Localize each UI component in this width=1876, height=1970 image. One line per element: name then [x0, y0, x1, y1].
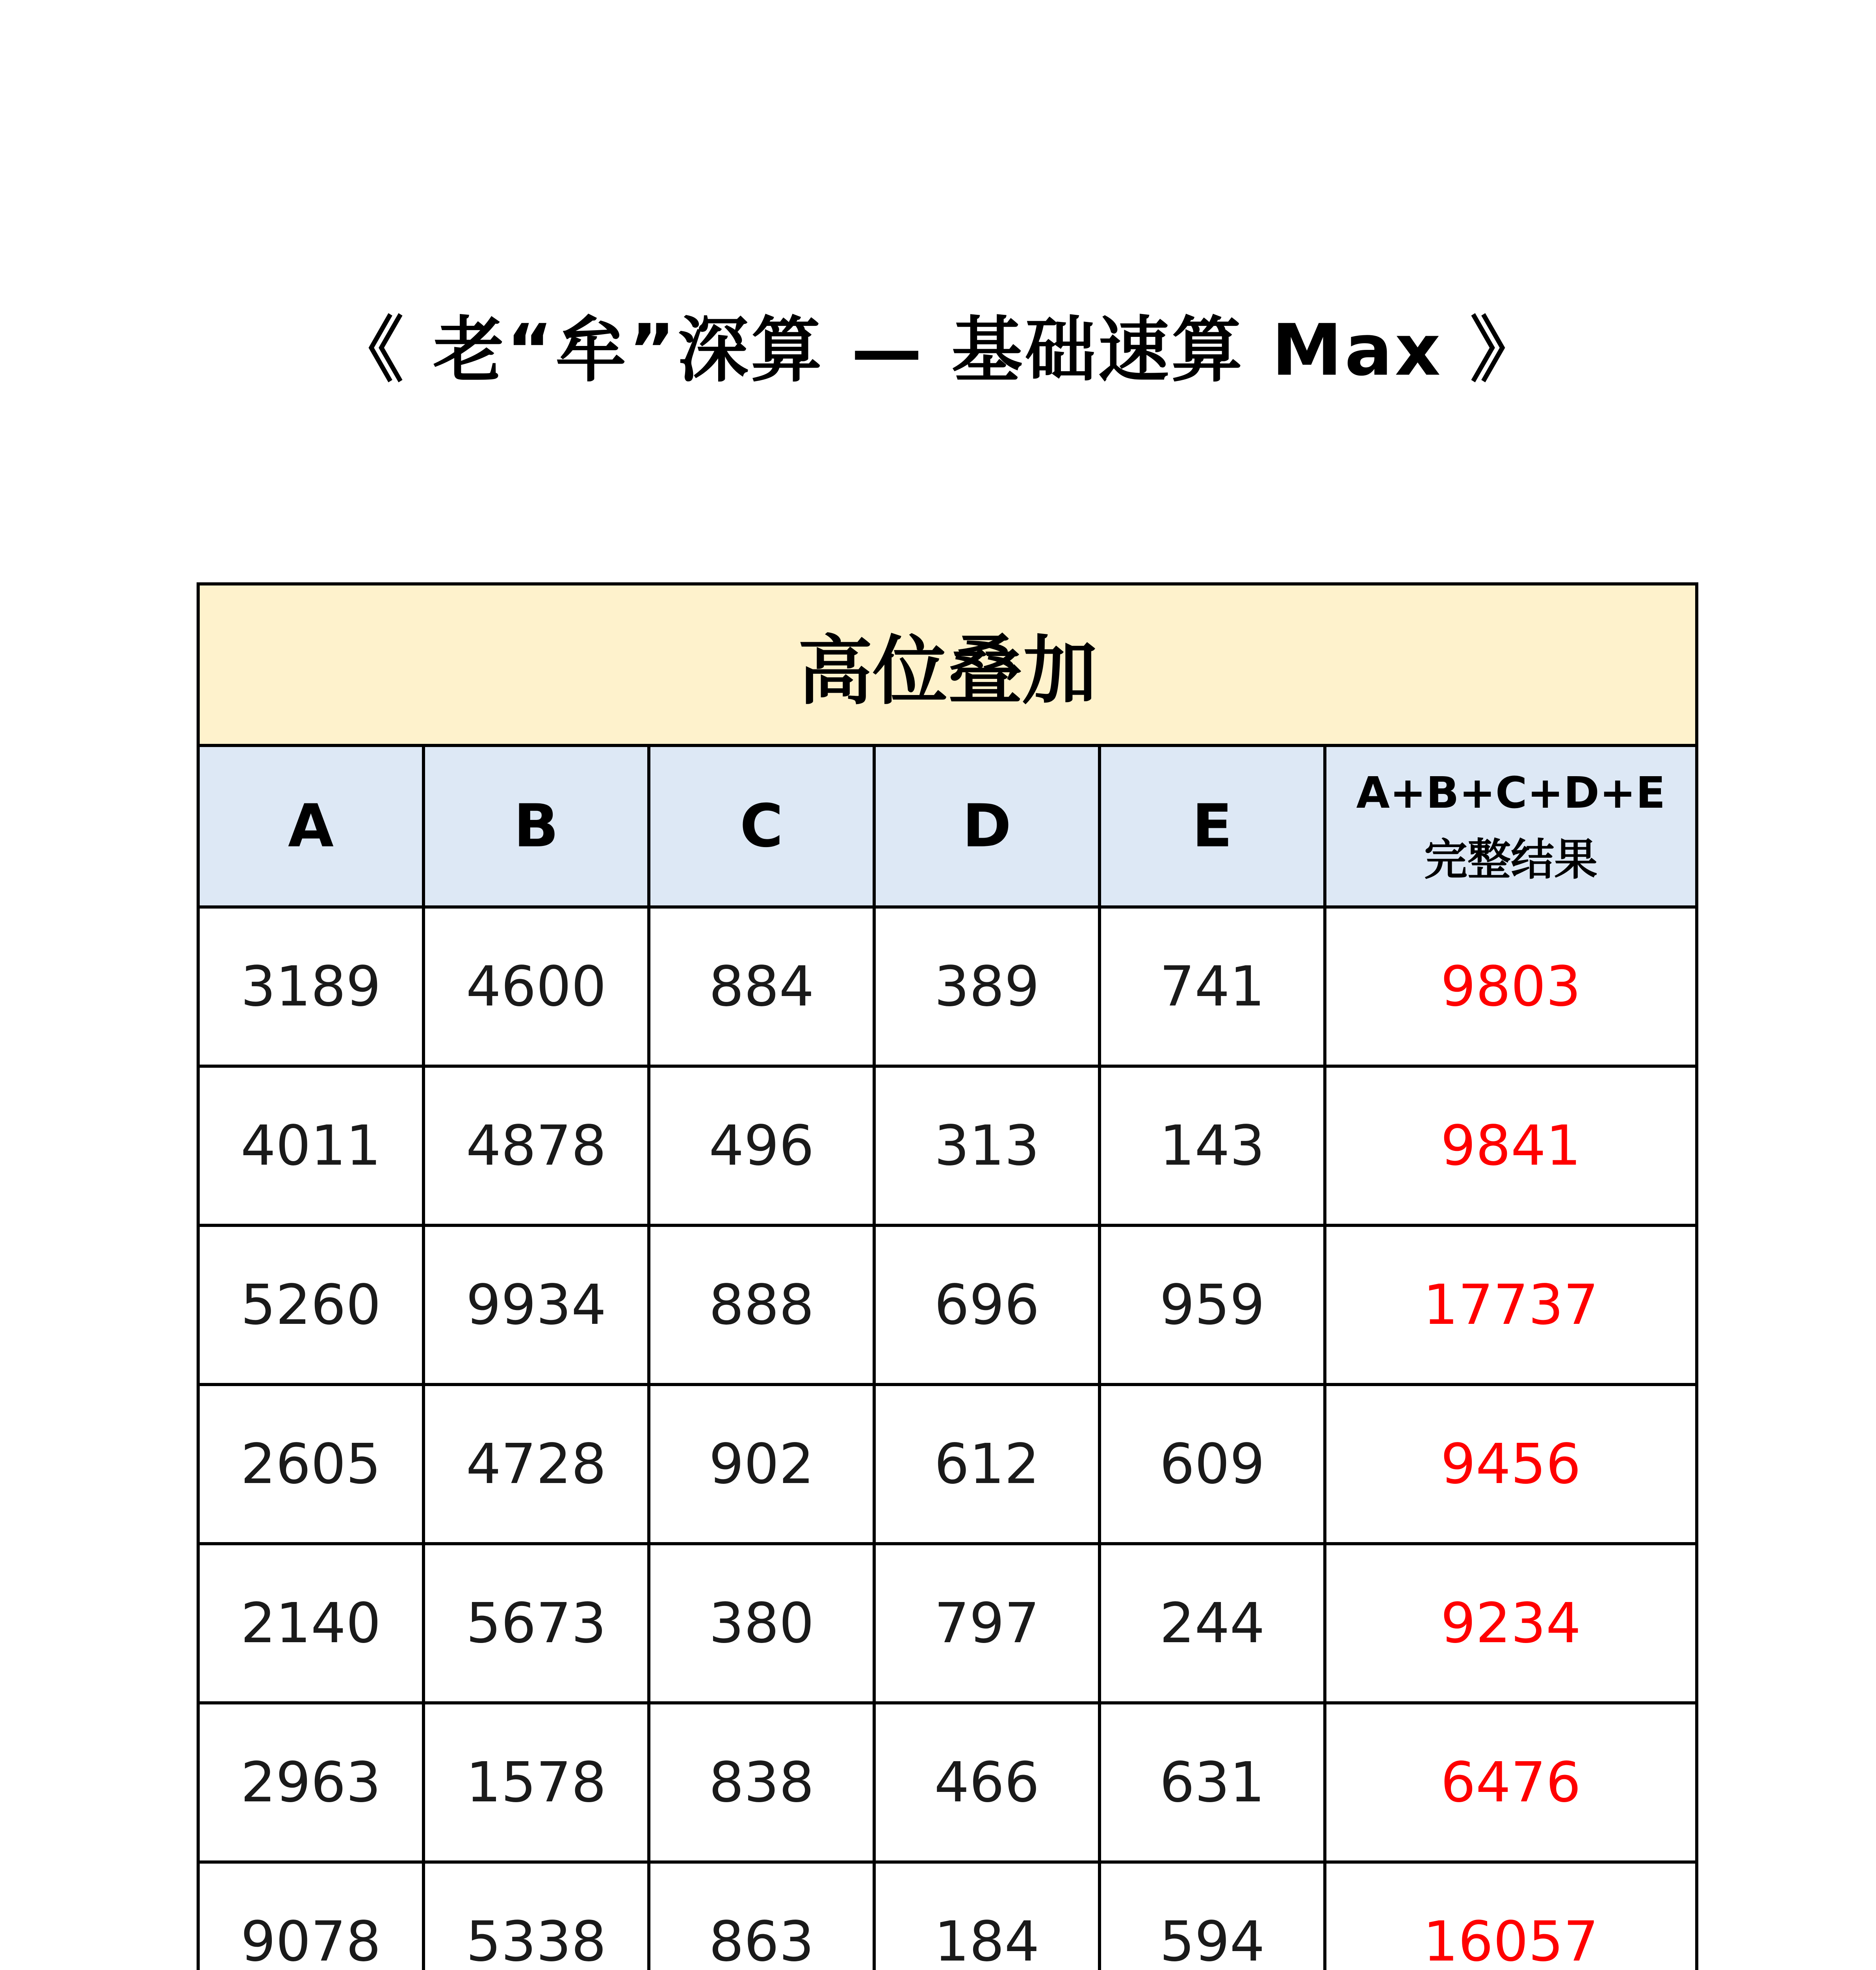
cell-b: 4600 [423, 907, 649, 1066]
cell-d: 184 [874, 1862, 1100, 1970]
cell-result: 16057 [1325, 1862, 1697, 1970]
cell-d: 797 [874, 1544, 1100, 1703]
table-row [198, 1225, 1697, 1385]
column-header-e: E [1100, 745, 1325, 907]
table-row [198, 1862, 1697, 1970]
cell-e: 244 [1100, 1544, 1325, 1703]
cell-c: 863 [649, 1862, 874, 1970]
cell-e: 959 [1100, 1225, 1325, 1385]
column-header-c: C [649, 745, 874, 907]
header-row [198, 745, 1697, 907]
cell-e: 594 [1100, 1862, 1325, 1970]
cell-a: 3189 [198, 907, 423, 1066]
cell-c: 380 [649, 1544, 874, 1703]
cell-a: 2140 [198, 1544, 423, 1703]
cell-b: 5338 [423, 1862, 649, 1970]
cell-b: 9934 [423, 1225, 649, 1385]
cell-result: 6476 [1325, 1703, 1697, 1862]
cell-e: 143 [1100, 1066, 1325, 1225]
addition-table [197, 582, 1698, 1970]
cell-a: 9078 [198, 1862, 423, 1970]
cell-a: 5260 [198, 1225, 423, 1385]
cell-d: 313 [874, 1066, 1100, 1225]
cell-a: 2963 [198, 1703, 423, 1862]
cell-e: 609 [1100, 1385, 1325, 1544]
cell-d: 612 [874, 1385, 1100, 1544]
cell-d: 466 [874, 1703, 1100, 1862]
cell-d: 389 [874, 907, 1100, 1066]
cell-c: 838 [649, 1703, 874, 1862]
table-row [198, 1385, 1697, 1544]
column-header-d: D [874, 745, 1100, 907]
cell-result: 9234 [1325, 1544, 1697, 1703]
cell-result: 9841 [1325, 1066, 1697, 1225]
page-title: 《 老“牟”深算 — 基础速算 Max 》 [332, 309, 1544, 392]
table-row [198, 907, 1697, 1066]
cell-d: 696 [874, 1225, 1100, 1385]
cell-result: 9456 [1325, 1385, 1697, 1544]
cell-a: 4011 [198, 1066, 423, 1225]
cell-b: 4878 [423, 1066, 649, 1225]
result-header-formula: A+B+C+D+E [1356, 768, 1666, 818]
cell-e: 741 [1100, 907, 1325, 1066]
cell-a: 2605 [198, 1385, 423, 1544]
cell-c: 496 [649, 1066, 874, 1225]
cell-c: 888 [649, 1225, 874, 1385]
table-row [198, 1703, 1697, 1862]
column-header-a: A [198, 745, 423, 907]
table-row [198, 1544, 1697, 1703]
column-header-result [1325, 745, 1697, 907]
banner-row [198, 584, 1697, 745]
result-header-label: 完整结果 [1424, 834, 1597, 885]
cell-b: 4728 [423, 1385, 649, 1544]
cell-c: 902 [649, 1385, 874, 1544]
column-header-b: B [423, 745, 649, 907]
cell-result: 17737 [1325, 1225, 1697, 1385]
table-row [198, 1066, 1697, 1225]
cell-result: 9803 [1325, 907, 1697, 1066]
cell-e: 631 [1100, 1703, 1325, 1862]
table-banner: 高位叠加 [198, 584, 1697, 745]
cell-b: 5673 [423, 1544, 649, 1703]
cell-b: 1578 [423, 1703, 649, 1862]
cell-c: 884 [649, 907, 874, 1066]
